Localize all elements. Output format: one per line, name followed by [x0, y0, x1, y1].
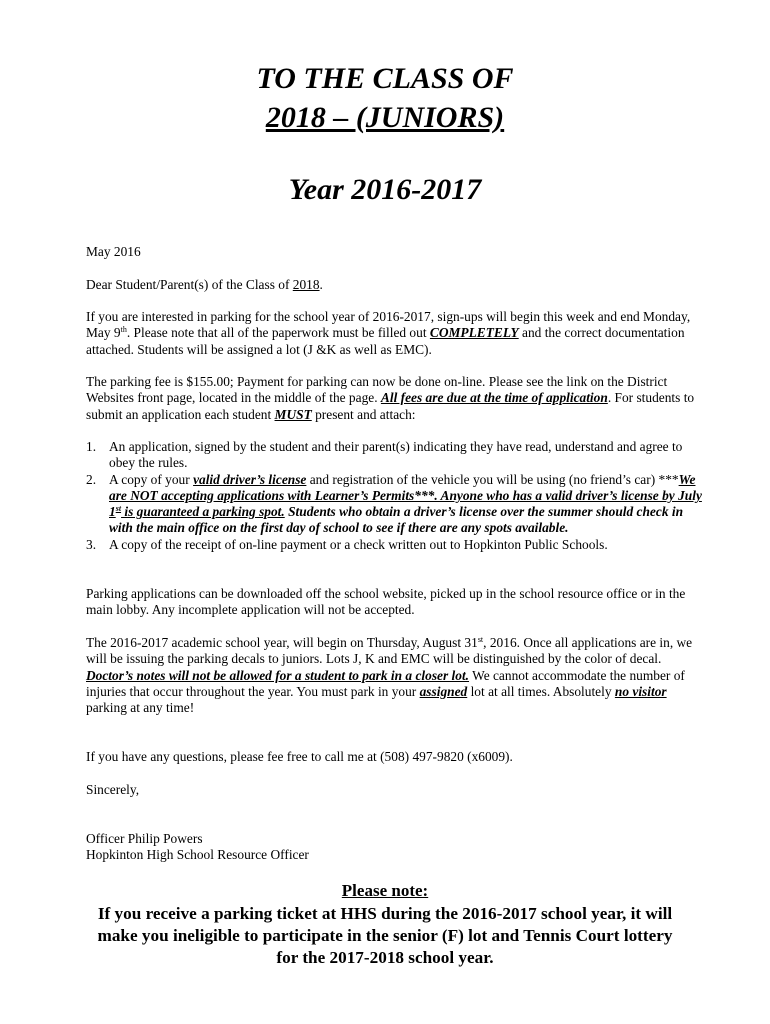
signature-name: Officer Philip Powers: [86, 831, 203, 846]
paragraph-school-year: The 2016-2017 academic school year, will begin on Thursday, August 31st, 2016. Once all applications are in, we will be issuing the parking decals to juniors. Lots J, K and EMC will be distinguished by the color of decal. Doctor’s notes will not be allowed for a student to park in a closer lot. We cannot accommodate the number of injuries that occur throughout the year. You must park in your assigned lot at all times. Absolutely no visitor parking at any time!: [86, 635, 693, 716]
list-item: 3. A copy of the receipt of on-line payment or a check written out to Hopkinton Public Schools.: [86, 536, 608, 552]
note-heading: Please note:: [341, 881, 429, 900]
paragraph-signup: If you are interested in parking for the school year of 2016-2017, sign-ups will begin this week and end Monday, May 9th. Please note that all of the paperwork must be filled out COMPLETELY and the correct documentation attached. Students will be assigned a lot (J &K as well as EMC).: [86, 309, 691, 357]
list-item: 2. A copy of your valid driver’s license and registration of the vehicle you will be using (no friend’s car) ***We are NOT accepting applications with Learner’s Permits***. Anyone who has a valid driver’s license by July 1st is guaranteed a parking spot. Students who obtain a driver’s license over the summer should check in with the main office on the first day of school to see if there are any spots available.: [86, 471, 702, 536]
letter-date: May 2016: [86, 244, 141, 259]
note-line-3: for the 2017-2018 school year.: [276, 948, 494, 967]
school-year-heading: Year 2016-2017: [288, 173, 482, 206]
greeting: Dear Student/Parent(s) of the Class of 2018.: [86, 277, 323, 292]
paragraph-contact: If you have any questions, please fee free to call me at (508) 497-9820 (x6009).: [86, 749, 513, 764]
title-line-2: 2018 – (JUNIORS): [265, 101, 505, 134]
paragraph-applications: Parking applications can be downloaded off the school website, picked up in the school resource office or in the main lobby. Any incomplete application will not be accepted.: [86, 586, 686, 618]
note-line-2: make you ineligible to participate in the senior (F) lot and Tennis Court lottery: [97, 926, 673, 945]
paragraph-fee: The parking fee is $155.00; Payment for parking can now be done on-line. Please see the link on the District Websites front page, located in the middle of the page. All fees are due at the time of application. For students to submit an application each student MUST present and attach:: [86, 374, 695, 422]
title-line-1: TO THE CLASS OF: [256, 62, 514, 95]
closing: Sincerely,: [86, 782, 140, 797]
note-line-1: If you receive a parking ticket at HHS during the 2016-2017 school year, it will: [97, 904, 673, 923]
list-item: 1. An application, signed by the student and their parent(s) indicating they have read, understand and agree to obey the rules.: [86, 439, 683, 471]
signature-title: Hopkinton High School Resource Officer: [86, 847, 309, 862]
requirements-list: [86, 439, 706, 553]
